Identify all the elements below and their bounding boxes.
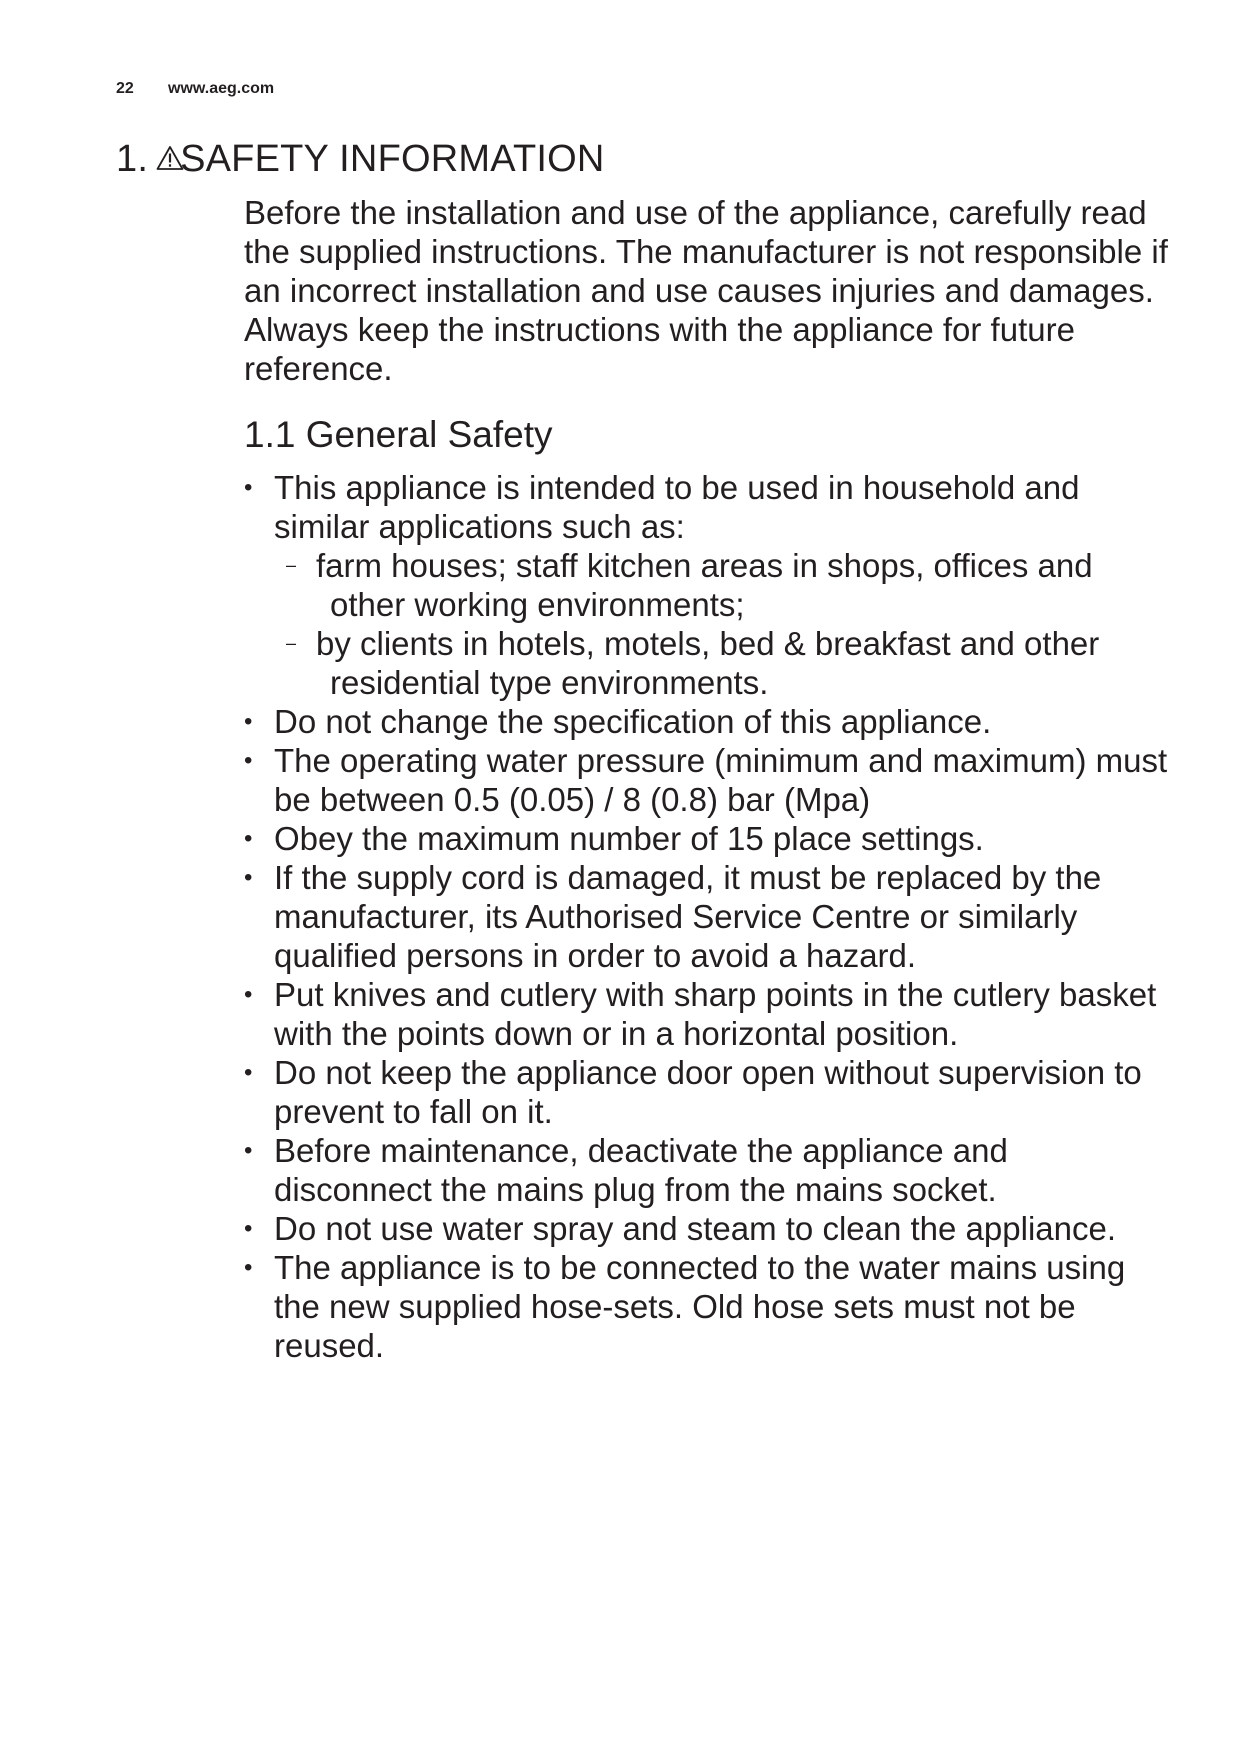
list-item [244, 468, 1174, 702]
list-item [244, 975, 1174, 1053]
list-item [244, 741, 1174, 819]
list-item-text: Do not use water spray and steam to clean the appliance. [274, 1210, 1116, 1247]
list-item-text: Do not change the specification of this appliance. [274, 703, 992, 740]
list-item [244, 819, 1174, 858]
list-item-text: Obey the maximum number of 15 place settings. [274, 820, 984, 857]
section-title-text: SAFETY INFORMATION [180, 138, 605, 180]
sub-list-item: – by clients in hotels, motels, bed & breakfast and other residential type environments. [286, 624, 1174, 702]
safety-list [244, 468, 1174, 1365]
list-item-text: Before maintenance, deactivate the appliance and disconnect the mains plug from the mains socket. [274, 1132, 1008, 1208]
list-item-text: Put knives and cutlery with sharp points in the cutlery basket with the points down or in a horizontal position. [274, 976, 1157, 1052]
list-item-text: This appliance is intended to be used in household and similar applications such as: [274, 469, 1080, 545]
website-url: www.aeg.com [168, 80, 275, 97]
list-item-text: The operating water pressure (minimum and maximum) must be between 0.5 (0.05) / 8 (0.8) bar (Mpa) [274, 742, 1168, 818]
page-header [116, 80, 274, 98]
list-item [244, 702, 1174, 741]
page-number: 22 [116, 80, 134, 97]
list-item [244, 858, 1174, 975]
warning-triangle-icon [156, 134, 184, 160]
section-number: 1. [116, 138, 149, 180]
list-item [244, 1248, 1174, 1365]
section-title [116, 134, 605, 184]
intro-paragraph: Before the installation and use of the appliance, carefully read the supplied instructions. The manufacturer is not responsible if an incorrect installation and use causes injuries and damages. Always keep the instructions with the appliance for future reference. [244, 194, 1168, 387]
subsection-title: 1.1 General Safety [244, 414, 553, 455]
sub-list-item: – farm houses; staff kitchen areas in shops, offices and other working environments; [286, 546, 1174, 624]
list-item [244, 1053, 1174, 1131]
list-item-text: The appliance is to be connected to the water mains using the new supplied hose-sets. Old hose sets must not be reused. [274, 1249, 1126, 1364]
list-item [244, 1209, 1174, 1248]
content [244, 193, 1174, 1365]
list-item [244, 1131, 1174, 1209]
sub-list [274, 546, 1174, 702]
list-item-text: Do not keep the appliance door open without supervision to prevent to fall on it. [274, 1054, 1142, 1130]
list-item-text: If the supply cord is damaged, it must be replaced by the manufacturer, its Authorised Service Centre or similarly qualified persons in order to avoid a hazard. [274, 859, 1102, 974]
